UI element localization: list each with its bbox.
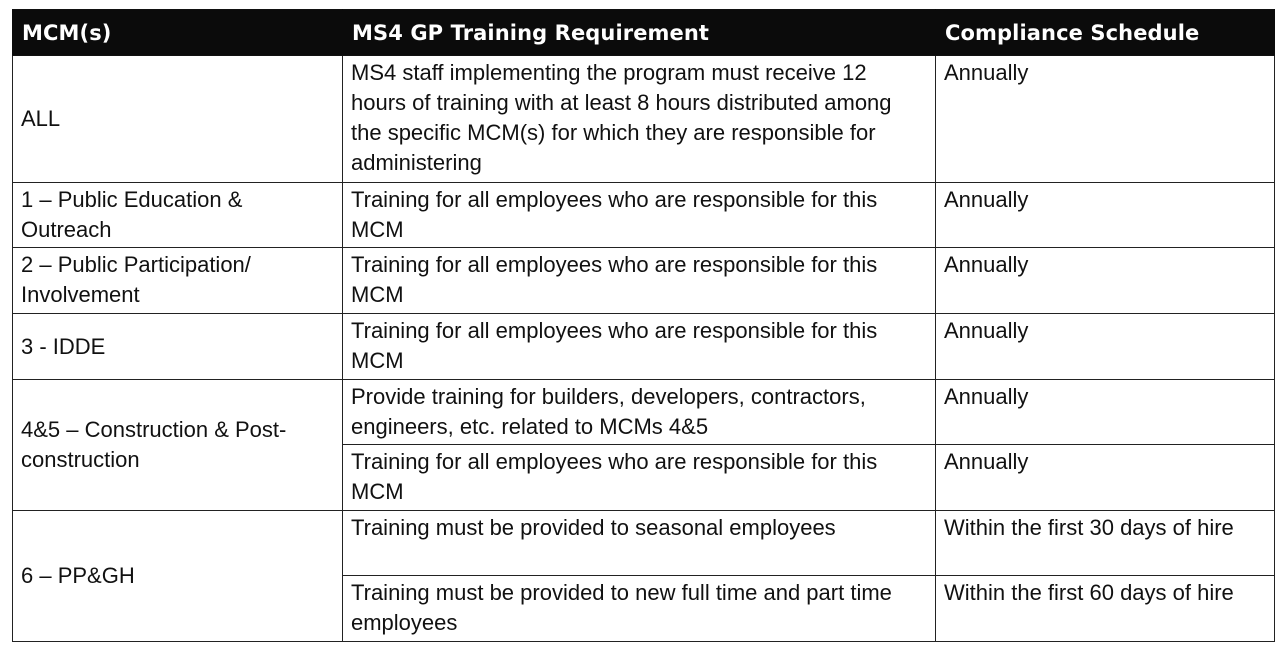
- mcm-cell: 2 – Public Participation/ Involvement: [13, 248, 343, 314]
- schedule-cell: Annually: [936, 445, 1275, 511]
- table-row: [13, 380, 1275, 445]
- requirement-cell: Provide training for builders, developers, contractors, engineers, etc. related to MCMs 4&5: [343, 380, 936, 445]
- header-requirement: MS4 GP Training Requirement: [343, 10, 936, 56]
- mcm-cell: ALL: [13, 56, 343, 183]
- table-row: [13, 248, 1275, 314]
- requirement-cell: Training for all employees who are responsible for this MCM: [343, 183, 936, 248]
- header-schedule: Compliance Schedule: [936, 10, 1275, 56]
- mcm-cell: 3 - IDDE: [13, 314, 343, 380]
- requirement-cell: MS4 staff implementing the program must receive 12 hours of training with at least 8 hours distributed among the specific MCM(s) for which they are responsible for administering: [343, 56, 936, 183]
- table-row: [13, 183, 1275, 248]
- schedule-cell: Within the first 30 days of hire: [936, 511, 1275, 576]
- requirement-cell: Training for all employees who are responsible for this MCM: [343, 445, 936, 511]
- schedule-cell: Annually: [936, 183, 1275, 248]
- requirement-cell: Training for all employees who are responsible for this MCM: [343, 314, 936, 380]
- requirement-cell: Training must be provided to seasonal employees: [343, 511, 936, 576]
- mcm-cell: 4&5 – Construction & Post-construction: [13, 380, 343, 511]
- table-row: [13, 511, 1275, 576]
- schedule-cell: Annually: [936, 56, 1275, 183]
- header-mcm: MCM(s): [13, 10, 343, 56]
- schedule-cell: Annually: [936, 380, 1275, 445]
- training-requirements-table: [12, 9, 1275, 642]
- schedule-cell: Annually: [936, 314, 1275, 380]
- header-row: [13, 10, 1275, 56]
- mcm-cell: 6 – PP&GH: [13, 511, 343, 642]
- requirement-cell: Training for all employees who are responsible for this MCM: [343, 248, 936, 314]
- schedule-cell: Within the first 60 days of hire: [936, 576, 1275, 642]
- schedule-cell: Annually: [936, 248, 1275, 314]
- table-row: [13, 314, 1275, 380]
- mcm-cell: 1 – Public Education & Outreach: [13, 183, 343, 248]
- table-row: [13, 56, 1275, 183]
- requirement-cell: Training must be provided to new full time and part time employees: [343, 576, 936, 642]
